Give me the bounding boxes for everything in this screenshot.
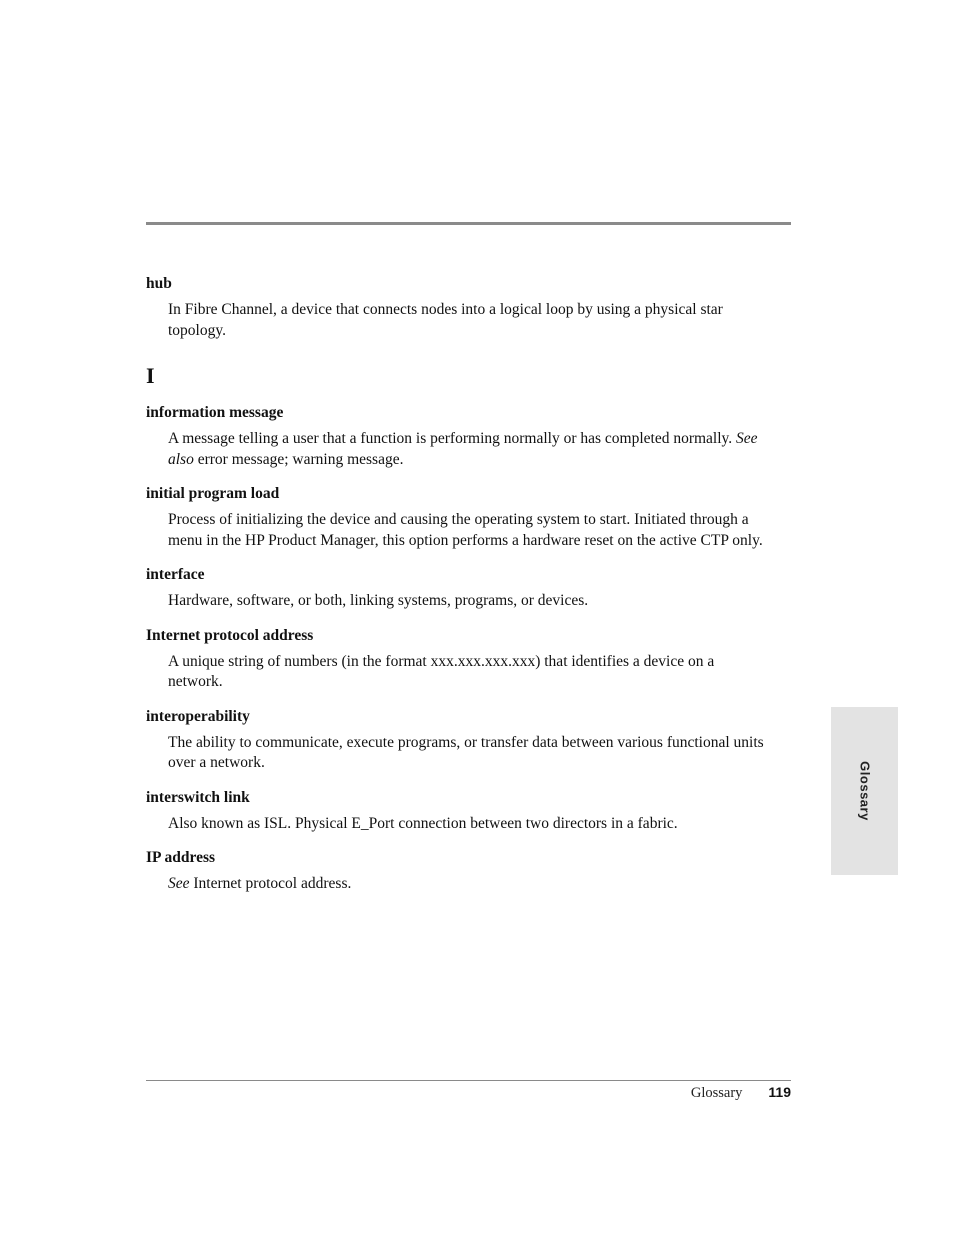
page-footer: [691, 1084, 791, 1102]
definition-text: A message telling a user that a function is performing normally or has completed normally.: [168, 430, 737, 447]
glossary-definition: Hardware, software, or both, linking systems, programs, or devices.: [168, 592, 589, 609]
glossary-definition: [168, 874, 768, 895]
glossary-term: information message: [146, 404, 284, 421]
definition-text: Internet protocol address.: [189, 875, 352, 892]
glossary-entry-interoperability: [146, 707, 791, 774]
glossary-content: [146, 274, 791, 909]
footer-section-name: Glossary: [690, 1085, 743, 1101]
glossary-term: hub: [146, 275, 172, 292]
header-rule: [146, 222, 791, 225]
glossary-entry-interface: [146, 565, 791, 612]
glossary-definition: The ability to communicate, execute programs, or transfer data between various functional units over a network.: [168, 733, 764, 771]
glossary-entry-hub: [146, 274, 791, 341]
glossary-term: interface: [146, 566, 205, 583]
section-letter-heading: I: [146, 363, 155, 388]
glossary-term: initial program load: [146, 485, 280, 502]
glossary-definition: Also known as ISL. Physical E_Port connection between two directors in a fabric.: [168, 814, 678, 832]
glossary-entry-internet-protocol-address: [146, 626, 791, 693]
glossary-term: interswitch link: [146, 788, 250, 806]
glossary-definition: A unique string of numbers (in the format xxx.xxx.xxx.xxx) that identifies a device on a network.: [168, 652, 715, 690]
glossary-definition: [168, 429, 768, 470]
glossary-definition: In Fibre Channel, a device that connects nodes into a logical loop by using a physical star topology.: [168, 301, 723, 339]
see-also-reference: See also: [168, 430, 758, 468]
glossary-entry-ip-address: [146, 848, 791, 895]
page-number: 119: [768, 1084, 791, 1100]
glossary-side-tab: [831, 707, 898, 875]
glossary-term: interoperability: [146, 707, 250, 725]
glossary-entry-information-message: [146, 403, 791, 470]
glossary-term: Internet protocol address: [146, 626, 314, 644]
definition-text: error message; warning message.: [193, 450, 404, 468]
footer-rule: [146, 1080, 791, 1081]
see-reference: See: [168, 875, 190, 892]
glossary-entry-initial-program-load: [146, 484, 791, 551]
glossary-term: IP address: [146, 849, 216, 866]
glossary-definition: Process of initializing the device and causing the operating system to start. Initiated through a menu in the HP Product Manager, this option performs a hardware reset on the active CTP only.: [168, 511, 763, 549]
side-tab-label: Glossary: [857, 761, 872, 821]
glossary-entry-interswitch-link: [146, 788, 791, 835]
